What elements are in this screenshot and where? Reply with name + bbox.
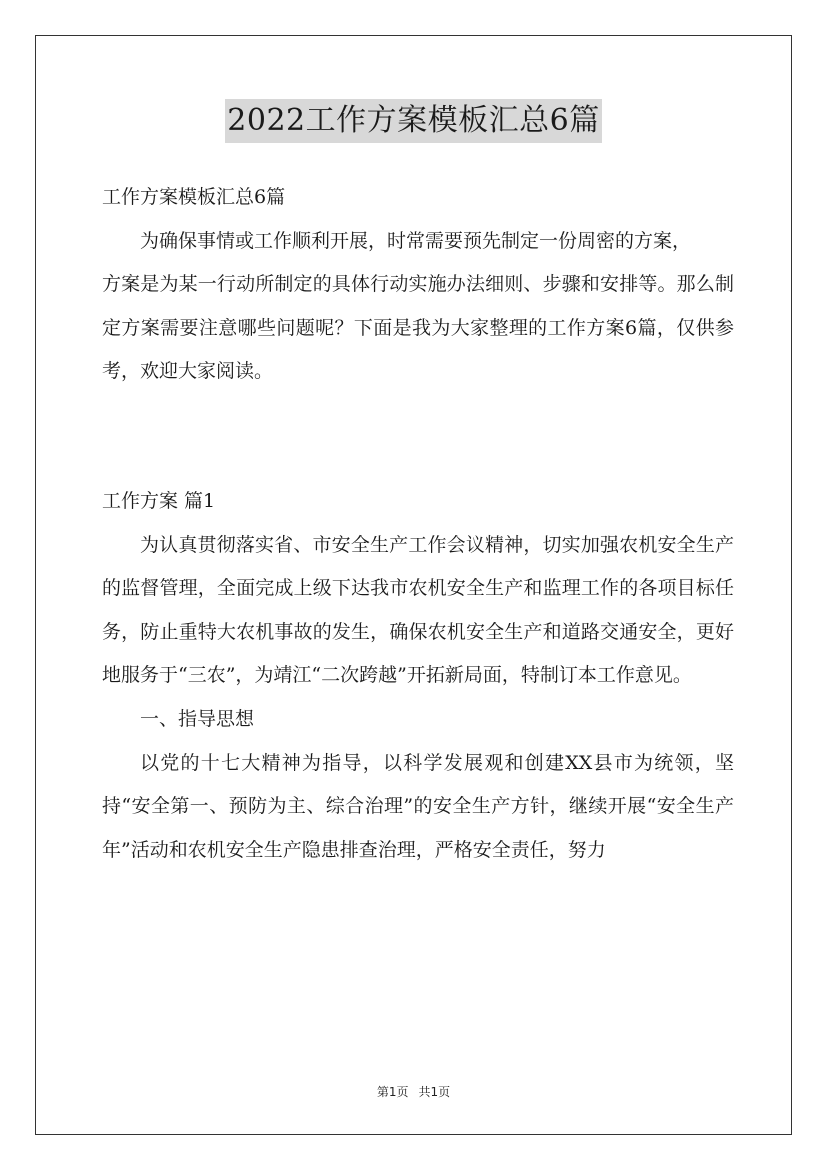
page-number: 第1页 — [376, 1085, 409, 1099]
page-footer — [0, 1083, 827, 1100]
guiding-paragraph: 以党的十七大精神为指导，以科学发展观和创建XX县市为统领，坚持“安全第一、预防为主、综合治理”的安全生产方针，继续开展“安全生产年”活动和农机安全生产隐患排查治理，严格安全责任，努力 — [102, 751, 734, 861]
page-total: 共1页 — [418, 1085, 451, 1099]
document-body — [102, 176, 734, 872]
title-container — [0, 99, 827, 143]
document-subtitle: 工作方案模板汇总6篇 — [102, 186, 286, 208]
document-title: 2022工作方案模板汇总6篇 — [225, 99, 601, 143]
guiding-heading: 一、指导思想 — [140, 707, 255, 730]
section-paragraph-1: 为认真贯彻落实省、市安全生产工作会议精神，切实加强农机安全生产的监督管理，全面完成上级下达我市农机安全生产和监理工作的各项目标任务，防止重特大农机事故的发生，确保农机安全生产和道路交通安全，更好地服务于“三农”，为靖江“二次跨越”开拓新局面，特制订本工作意见。 — [102, 533, 734, 687]
section-heading: 工作方案 篇1 — [102, 489, 216, 512]
section-spacer — [102, 394, 734, 480]
intro-paragraph-1: 为确保事情或工作顺利开展，时常需要预先制定一份周密的方案， — [140, 229, 692, 252]
intro-paragraph-2: 方案是为某一行动所制定的具体行动实施办法细则、步骤和安排等。那么制定方案需要注意哪些问题呢？下面是我为大家整理的工作方案6篇，仅供参考，欢迎大家阅读。 — [102, 273, 734, 383]
